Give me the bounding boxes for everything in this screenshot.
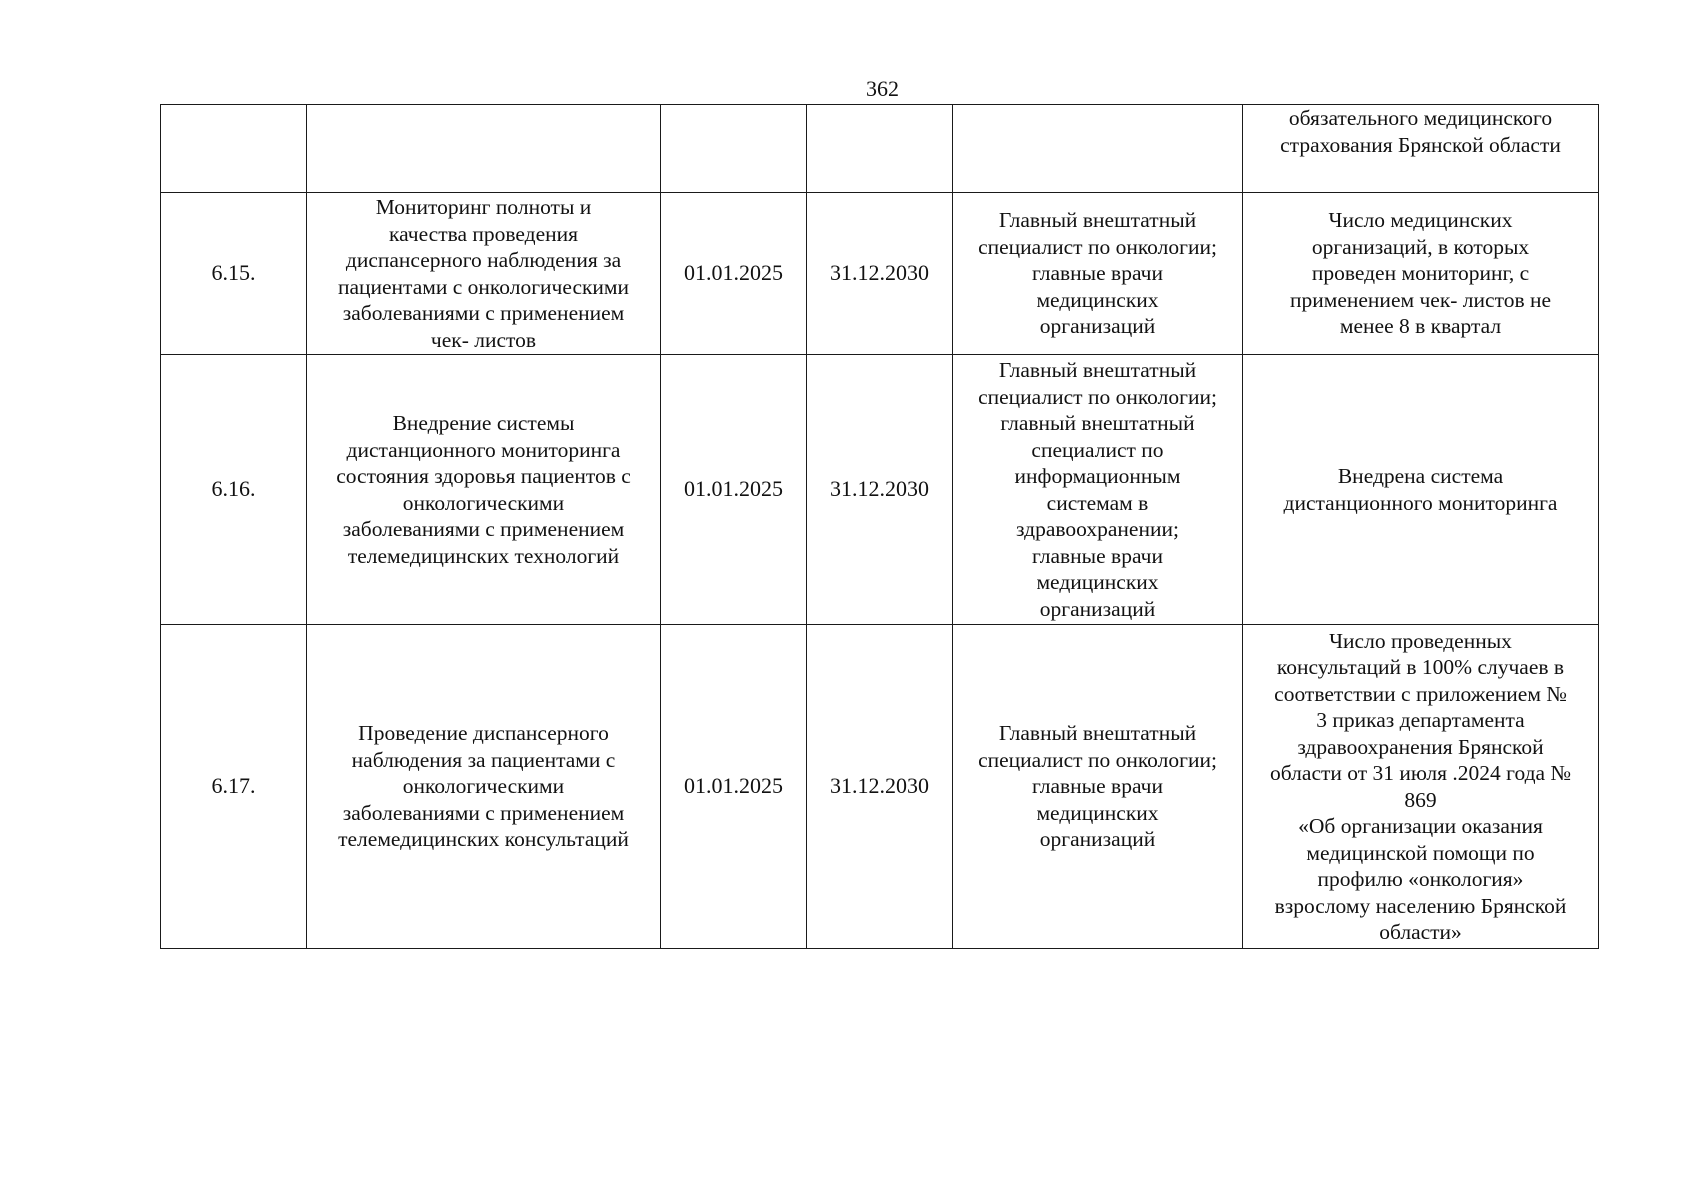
cell-result: Число медицинских организаций, в которых проведен мониторинг, с применением чек- листов не менее 8 в квартал xyxy=(1243,193,1599,355)
cell-event: Проведение диспансерного наблюдения за пациентами с онкологическими заболеваниями с применением телемедицинских консультаций xyxy=(307,625,661,949)
cell-event: Мониторинг полноты и качества проведения диспансерного наблюдения за пациентами с онкологическими заболеваниями с применением чек- листов xyxy=(307,193,661,355)
cell-start-date: 01.01.2025 xyxy=(661,355,807,625)
cell-num xyxy=(161,105,307,193)
cell-event: Внедрение системы дистанционного мониторинга состояния здоровья пациентов с онкологическими заболеваниями с применением телемедицинских технологий xyxy=(307,355,661,625)
cell-responsible: Главный внештатный специалист по онкологии; главные врачи медицинских организаций xyxy=(953,625,1243,949)
cell-responsible: Главный внештатный специалист по онкологии; главные врачи медицинских организаций xyxy=(953,193,1243,355)
cell-result: Внедрена система дистанционного мониторинга xyxy=(1243,355,1599,625)
cell-responsible xyxy=(953,105,1243,193)
cell-end-date xyxy=(807,105,953,193)
cell-result: обязательного медицинского страхования Брянской области xyxy=(1243,105,1599,193)
cell-num: 6.16. xyxy=(161,355,307,625)
cell-end-date: 31.12.2030 xyxy=(807,193,953,355)
cell-start-date: 01.01.2025 xyxy=(661,193,807,355)
cell-start-date: 01.01.2025 xyxy=(661,625,807,949)
cell-num: 6.17. xyxy=(161,625,307,949)
table-row xyxy=(161,625,1599,949)
cell-end-date: 31.12.2030 xyxy=(807,355,953,625)
cell-responsible: Главный внештатный специалист по онкологии; главный внештатный специалист по информационным системам в здравоохранении; главные врачи медицинских организаций xyxy=(953,355,1243,625)
measures-table xyxy=(160,104,1599,949)
table-row-continuation xyxy=(161,105,1599,193)
cell-result: Число проведенных консультаций в 100% случаев в соответствии с приложением № 3 приказ департамента здравоохранения Брянской области от 31 июля .2024 года № 869 «Об организации оказания медицинской помощи по профилю «онкология» взрослому населению Брянской области» xyxy=(1243,625,1599,949)
table-row xyxy=(161,193,1599,355)
table-row xyxy=(161,355,1599,625)
cell-event xyxy=(307,105,661,193)
page-number: 362 xyxy=(866,76,899,101)
cell-start-date xyxy=(661,105,807,193)
cell-end-date: 31.12.2030 xyxy=(807,625,953,949)
cell-num: 6.15. xyxy=(161,193,307,355)
